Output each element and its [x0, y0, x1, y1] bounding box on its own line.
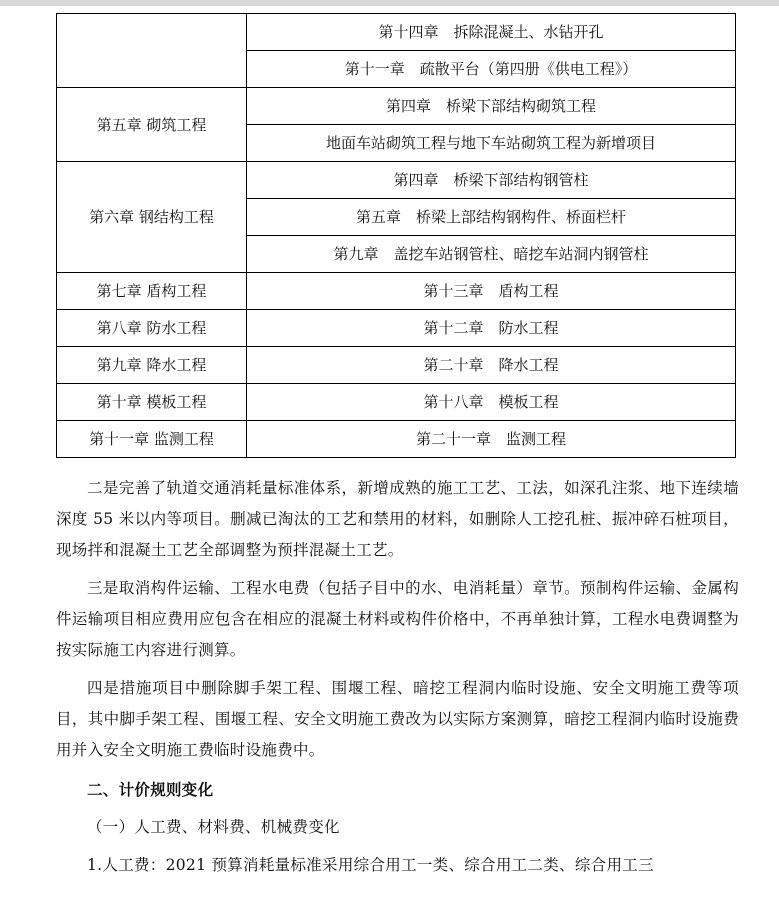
- table-row: [57, 14, 736, 51]
- table-row: [57, 421, 736, 458]
- table-row: [57, 162, 736, 199]
- chapter-mapping-table: [56, 13, 736, 458]
- table-cell-left: [57, 14, 247, 88]
- paragraph-2: 二是完善了轨道交通消耗量标准体系，新增成熟的施工工艺、工法，如深孔注浆、地下连续墙深度 55 米以内等项目。删减已淘汰的工艺和禁用的材料，如删除人工挖孔桩、振冲碎石桩项目，现场拌和混凝土工艺全部调整为预拌混凝土工艺。: [56, 479, 739, 559]
- table-cell-right: 第四章 桥梁下部结构砌筑工程: [247, 88, 736, 125]
- table-row: [57, 310, 736, 347]
- table-cell-right: 第九章 盖挖车站钢管柱、暗挖车站洞内钢管柱: [247, 236, 736, 273]
- table-row: [57, 347, 736, 384]
- paragraph-4: 四是措施项目中删除脚手架工程、围堰工程、暗挖工程洞内临时设施、安全文明施工费等项目，其中脚手架工程、围堰工程、安全文明施工费改为以实际方案测算，暗挖工程洞内临时设施费用并入安全文明施工费临时设施费中。: [56, 679, 739, 759]
- table-cell-left: 第七章 盾构工程: [57, 273, 247, 310]
- table-cell-left: 第九章 降水工程: [57, 347, 247, 384]
- table-cell-right: 第十八章 模板工程: [247, 384, 736, 421]
- table-cell-right: 第五章 桥梁上部结构钢构件、桥面栏杆: [247, 199, 736, 236]
- table-cell-right: 第十二章 防水工程: [247, 310, 736, 347]
- body-text: [56, 473, 739, 881]
- table-cell-right: 第十四章 拆除混凝土、水钻开孔: [247, 14, 736, 51]
- table-cell-left: 第十章 模板工程: [57, 384, 247, 421]
- table-cell-right: 第四章 桥梁下部结构钢管柱: [247, 162, 736, 199]
- table-row: [57, 88, 736, 125]
- paragraph-5: 1.人工费：2021 预算消耗量标准采用综合用工一类、综合用工二类、综合用工三: [87, 856, 654, 874]
- table-row: [57, 384, 736, 421]
- page-top-border: [0, 0, 779, 6]
- paragraph-3: 三是取消构件运输、工程水电费（包括子目中的水、电消耗量）章节。预制构件运输、金属构件运输项目相应费用应包含在相应的混凝土材料或构件价格中，不再单独计算，工程水电费调整为按实际施工内容进行测算。: [56, 579, 739, 659]
- table-cell-right: 第十三章 盾构工程: [247, 273, 736, 310]
- table-cell-left: 第六章 钢结构工程: [57, 162, 247, 273]
- table-cell-left: 第八章 防水工程: [57, 310, 247, 347]
- table-cell-left: 第五章 砌筑工程: [57, 88, 247, 162]
- table-row: [57, 273, 736, 310]
- subsection-heading: （一）人工费、材料费、机械费变化: [87, 818, 340, 836]
- table-cell-right: 地面车站砌筑工程与地下车站砌筑工程为新增项目: [247, 125, 736, 162]
- table-cell-left: 第十一章 监测工程: [57, 421, 247, 458]
- table-cell-right: 第十一章 疏散平台（第四册《供电工程》）: [247, 51, 736, 88]
- section-heading: 二、计价规则变化: [87, 780, 214, 799]
- table-cell-right: 第二十一章 监测工程: [247, 421, 736, 458]
- table-cell-right: 第二十章 降水工程: [247, 347, 736, 384]
